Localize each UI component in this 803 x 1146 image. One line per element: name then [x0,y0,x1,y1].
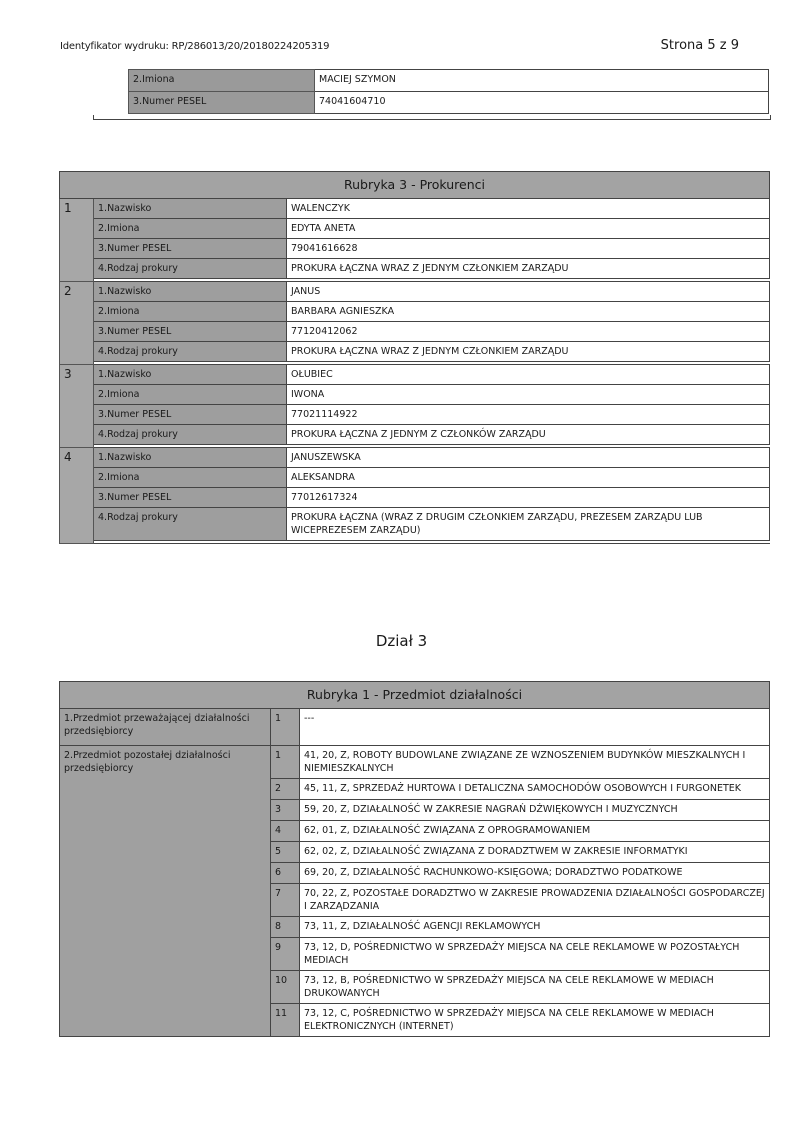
field-label: 2.Imiona [94,302,287,322]
table-border [93,115,771,120]
field-label: 2.Imiona [94,219,287,239]
field-label: 4.Rodzaj prokury [94,425,287,445]
table-row [60,488,770,508]
activity-number: 11 [271,1004,300,1037]
table-row [60,239,770,259]
field-value: PROKURA ŁĄCZNA WRAZ Z JEDNYM CZŁONKIEM ZARZĄDU [287,259,770,279]
field-label: 4.Rodzaj prokury [94,342,287,362]
activity-number: 9 [271,938,300,971]
field-value: ALEKSANDRA [287,468,770,488]
field-label: 1.Nazwisko [94,282,287,302]
field-label: 3.Numer PESEL [94,488,287,508]
table-row [60,365,770,385]
field-value: 77021114922 [287,405,770,425]
field-label: 3.Numer PESEL [94,405,287,425]
activity-description: 69, 20, Z, DZIAŁALNOŚĆ RACHUNKOWO-KSIĘGOWA; DORADZTWO PODATKOWE [300,863,770,884]
table-row [60,425,770,445]
table-row [60,746,770,779]
activity-description: 59, 20, Z, DZIAŁALNOŚĆ W ZAKRESIE NAGRAŃ DŹWIĘKOWYCH I MUZYCZNYCH [300,800,770,821]
field-value: IWONA [287,385,770,405]
activity-description: 73, 12, D, POŚREDNICTWO W SPRZEDAŻY MIEJSCA NA CELE REKLAMOWE W POZOSTAŁYCH MEDIACH [300,938,770,971]
field-value: PROKURA ŁĄCZNA (WRAZ Z DRUGIM CZŁONKIEM ZARZĄDU, PREZESEM ZARZĄDU LUB WICEPREZESEM ZARZĄDU) [287,508,770,541]
separator-cell [94,541,770,544]
field-value: EDYTA ANETA [287,219,770,239]
field-label: 4.Rodzaj prokury [94,259,287,279]
field-value: 77120412062 [287,322,770,342]
section-title: Rubryka 1 - Przedmiot działalności [60,682,770,709]
activity-description: 73, 12, C, POŚREDNICTWO W SPRZEDAŻY MIEJSCA NA CELE REKLAMOWE W MEDIACH ELEKTRONICZNYCH (INTERNET) [300,1004,770,1037]
field-value: WALENCZYK [287,199,770,219]
entry-separator [60,541,770,544]
field-label: 4.Rodzaj prokury [94,508,287,541]
activity-number: 3 [271,800,300,821]
section-heading: Dział 3 [375,632,428,650]
field-label: 2.Imiona [129,70,315,92]
field-value: BARBARA AGNIESZKA [287,302,770,322]
activity-description: 73, 11, Z, DZIAŁALNOŚĆ AGENCJI REKLAMOWYCH [300,917,770,938]
activity-description: --- [300,709,770,746]
table-row [60,322,770,342]
table-row [60,448,770,468]
activity-description: 62, 02, Z, DZIAŁALNOŚĆ ZWIĄZANA Z DORADZTWEM W ZAKRESIE INFORMATYKI [300,842,770,863]
activity-number: 7 [271,884,300,917]
section-title: Rubryka 3 - Prokurenci [60,172,770,199]
activity-description: 62, 01, Z, DZIAŁALNOŚĆ ZWIĄZANA Z OPROGRAMOWANIEM [300,821,770,842]
field-value: PROKURA ŁĄCZNA WRAZ Z JEDNYM CZŁONKIEM ZARZĄDU [287,342,770,362]
activity-group-label: 2.Przedmiot pozostałej działalności przedsiębiorcy [60,746,271,1037]
field-label: 1.Nazwisko [94,199,287,219]
activity-description: 45, 11, Z, SPRZEDAŻ HURTOWA I DETALICZNA SAMOCHODÓW OSOBOWYCH I FURGONETEK [300,779,770,800]
activity-number: 1 [271,709,300,746]
entry-number: 1 [60,199,94,282]
table-row [60,259,770,279]
field-label: 3.Numer PESEL [129,92,315,114]
rubryka-1-table [59,681,770,1037]
table-row [60,709,770,746]
field-label: 3.Numer PESEL [94,322,287,342]
table-row [129,92,769,114]
field-value: PROKURA ŁĄCZNA Z JEDNYM Z CZŁONKÓW ZARZĄDU [287,425,770,445]
field-value: 74041604710 [315,92,769,114]
field-value: 77012617324 [287,488,770,508]
continuation-table [128,69,769,114]
table-row [60,282,770,302]
field-label: 2.Imiona [94,468,287,488]
activity-number: 2 [271,779,300,800]
activity-description: 70, 22, Z, POZOSTAŁE DORADZTWO W ZAKRESIE PROWADZENIA DZIAŁALNOŚCI GOSPODARCZEJ I ZARZĄDZANIA [300,884,770,917]
table-row [60,342,770,362]
activity-number: 1 [271,746,300,779]
entry-number: 3 [60,365,94,448]
rubryka-3-table [59,171,770,544]
table-row [60,405,770,425]
field-value: JANUSZEWSKA [287,448,770,468]
activity-number: 8 [271,917,300,938]
field-label: 1.Nazwisko [94,448,287,468]
field-value: OŁUBIEC [287,365,770,385]
table-row [60,385,770,405]
table-row [60,468,770,488]
page-number: Strona 5 z 9 [660,38,739,53]
activity-number: 10 [271,971,300,1004]
print-identifier: Identyfikator wydruku: RP/286013/20/20180224205319 [60,41,330,52]
table-row [60,302,770,322]
entry-number: 2 [60,282,94,365]
entry-number: 4 [60,448,94,544]
field-value: 79041616628 [287,239,770,259]
table-row [60,199,770,219]
activity-description: 41, 20, Z, ROBOTY BUDOWLANE ZWIĄZANE ZE WZNOSZENIEM BUDYNKÓW MIESZKALNYCH I NIEMIESZKALNYCH [300,746,770,779]
field-label: 2.Imiona [94,385,287,405]
field-label: 1.Nazwisko [94,365,287,385]
field-value: JANUS [287,282,770,302]
activity-number: 5 [271,842,300,863]
table-row [60,508,770,541]
activity-number: 6 [271,863,300,884]
table-row [129,70,769,92]
activity-description: 73, 12, B, POŚREDNICTWO W SPRZEDAŻY MIEJSCA NA CELE REKLAMOWE W MEDIACH DRUKOWANYCH [300,971,770,1004]
field-value: MACIEJ SZYMON [315,70,769,92]
activity-number: 4 [271,821,300,842]
table-row [60,219,770,239]
field-label: 3.Numer PESEL [94,239,287,259]
activity-group-label: 1.Przedmiot przeważającej działalności przedsiębiorcy [60,709,271,746]
